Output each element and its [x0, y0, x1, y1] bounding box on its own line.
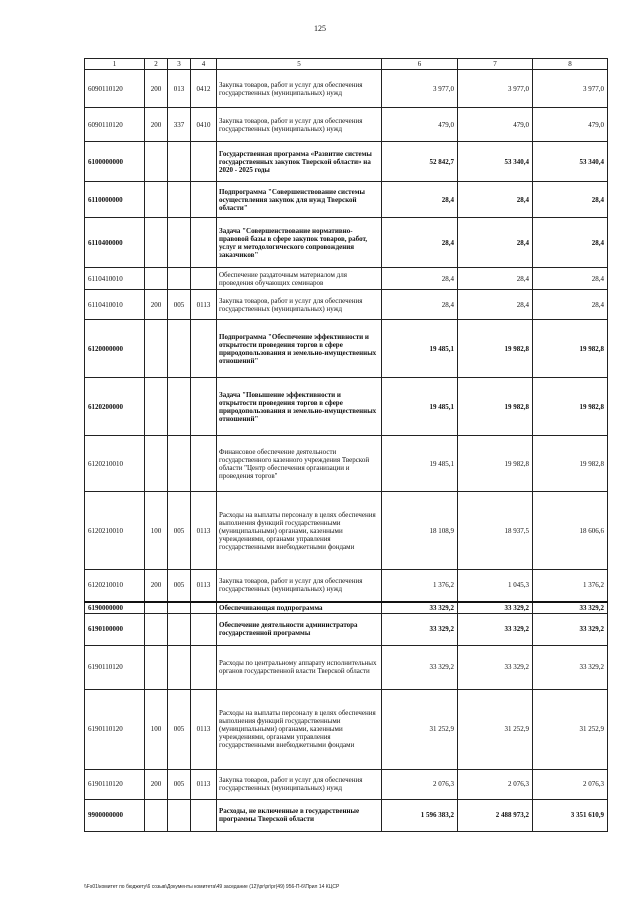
amount-year1-cell: 28,4: [382, 218, 458, 268]
amount-year1-cell: 479,0: [382, 108, 458, 142]
amount-year2-cell: 28,4: [458, 218, 533, 268]
amount-year3-cell: 31 252,9: [533, 689, 608, 769]
amount-year3-cell: 19 982,8: [533, 378, 608, 436]
expense-type-cell: 200: [145, 70, 168, 108]
section-code-cell: [191, 613, 217, 645]
column-header: 6: [382, 59, 458, 70]
amount-year1-cell: 2 076,3: [382, 769, 458, 799]
amount-year2-cell: 28,4: [458, 182, 533, 218]
ministry-code-cell: 005: [168, 689, 191, 769]
item-name-cell: Расходы на выплаты персоналу в целях обеспечения выполнения функций государственными (муниципальными) органами, казенными учреждениями, органами управления государственными внебюджетными фондами: [217, 492, 382, 570]
amount-year1-cell: 19 485,1: [382, 436, 458, 492]
expense-type-cell: [145, 799, 168, 831]
section-code-cell: [191, 268, 217, 290]
item-name-cell: Расходы по центральному аппарату исполнительных органов государственной власти Тверской области: [217, 645, 382, 689]
expense-type-cell: [145, 613, 168, 645]
section-code-cell: [191, 645, 217, 689]
amount-year1-cell: 28,4: [382, 268, 458, 290]
column-header: 2: [145, 59, 168, 70]
expense-type-cell: [145, 142, 168, 182]
ministry-code-cell: 005: [168, 570, 191, 602]
amount-year3-cell: 2 076,3: [533, 769, 608, 799]
item-name-cell: Закупка товаров, работ и услуг для обеспечения государственных (муниципальных) нужд: [217, 108, 382, 142]
expense-type-cell: [145, 378, 168, 436]
section-code-cell: [191, 799, 217, 831]
table-row: [85, 290, 608, 320]
amount-year3-cell: 33 329,2: [533, 613, 608, 645]
classification-code-cell: 6110410010: [85, 290, 145, 320]
column-header: 5: [217, 59, 382, 70]
expense-type-cell: [145, 268, 168, 290]
classification-code-cell: 9900000000: [85, 799, 145, 831]
classification-code-cell: 6120210010: [85, 436, 145, 492]
section-code-cell: 0113: [191, 492, 217, 570]
column-header: 3: [168, 59, 191, 70]
amount-year2-cell: 3 977,0: [458, 70, 533, 108]
expense-type-cell: 200: [145, 769, 168, 799]
amount-year2-cell: 33 329,2: [458, 602, 533, 614]
ministry-code-cell: [168, 436, 191, 492]
amount-year3-cell: 53 340,4: [533, 142, 608, 182]
item-name-cell: Финансовое обеспечение деятельности государственного казенного учреждения Тверской области "Центр обеспечения организации и проведения торгов": [217, 436, 382, 492]
item-name-cell: Подпрограмма "Обеспечение эффективности и открытости проведения торгов в сфере природопользования и земельно-имущественных отношений": [217, 320, 382, 378]
column-header: 7: [458, 59, 533, 70]
amount-year1-cell: 52 842,7: [382, 142, 458, 182]
amount-year1-cell: 18 108,9: [382, 492, 458, 570]
amount-year2-cell: 53 340,4: [458, 142, 533, 182]
table-row: [85, 108, 608, 142]
section-code-cell: 0113: [191, 290, 217, 320]
amount-year2-cell: 1 045,3: [458, 570, 533, 602]
column-header: 1: [85, 59, 145, 70]
classification-code-cell: 6190000000: [85, 602, 145, 614]
amount-year1-cell: 31 252,9: [382, 689, 458, 769]
amount-year3-cell: 19 982,8: [533, 320, 608, 378]
section-code-cell: 0113: [191, 689, 217, 769]
amount-year3-cell: 33 329,2: [533, 602, 608, 614]
classification-code-cell: 6110400000: [85, 218, 145, 268]
amount-year2-cell: 33 329,2: [458, 613, 533, 645]
ministry-code-cell: [168, 799, 191, 831]
amount-year2-cell: 28,4: [458, 268, 533, 290]
table-header-row: [85, 59, 608, 70]
amount-year1-cell: 28,4: [382, 182, 458, 218]
expense-type-cell: [145, 182, 168, 218]
ministry-code-cell: 337: [168, 108, 191, 142]
expense-type-cell: [145, 645, 168, 689]
amount-year3-cell: 3 351 610,9: [533, 799, 608, 831]
amount-year2-cell: 2 076,3: [458, 769, 533, 799]
section-code-cell: 0113: [191, 570, 217, 602]
section-code-cell: 0412: [191, 70, 217, 108]
classification-code-cell: 6190110120: [85, 645, 145, 689]
ministry-code-cell: [168, 218, 191, 268]
classification-code-cell: 6090110120: [85, 108, 145, 142]
section-code-cell: [191, 378, 217, 436]
amount-year3-cell: 28,4: [533, 218, 608, 268]
item-name-cell: Подпрограмма "Совершенствование системы осуществления закупок для нужд Тверской области": [217, 182, 382, 218]
item-name-cell: Расходы, не включенные в государственные программы Тверской области: [217, 799, 382, 831]
amount-year3-cell: 18 606,6: [533, 492, 608, 570]
expense-type-cell: [145, 602, 168, 614]
table-row: [85, 320, 608, 378]
ministry-code-cell: [168, 378, 191, 436]
amount-year2-cell: 28,4: [458, 290, 533, 320]
amount-year2-cell: 18 937,5: [458, 492, 533, 570]
section-code-cell: 0410: [191, 108, 217, 142]
expense-type-cell: 200: [145, 570, 168, 602]
expense-type-cell: [145, 320, 168, 378]
ministry-code-cell: 005: [168, 492, 191, 570]
ministry-code-cell: [168, 268, 191, 290]
table-row: [85, 769, 608, 799]
section-code-cell: [191, 218, 217, 268]
amount-year1-cell: 19 485,1: [382, 320, 458, 378]
table-row: [85, 613, 608, 645]
amount-year2-cell: 2 488 973,2: [458, 799, 533, 831]
table-row: [85, 570, 608, 602]
expense-type-cell: 200: [145, 108, 168, 142]
item-name-cell: Закупка товаров, работ и услуг для обеспечения государственных (муниципальных) нужд: [217, 70, 382, 108]
classification-code-cell: 6120000000: [85, 320, 145, 378]
classification-code-cell: 6190110120: [85, 689, 145, 769]
expense-type-cell: [145, 436, 168, 492]
amount-year2-cell: 31 252,9: [458, 689, 533, 769]
column-header: 8: [533, 59, 608, 70]
amount-year1-cell: 1 376,2: [382, 570, 458, 602]
classification-code-cell: 6190100000: [85, 613, 145, 645]
amount-year3-cell: 1 376,2: [533, 570, 608, 602]
ministry-code-cell: [168, 613, 191, 645]
amount-year1-cell: 33 329,2: [382, 602, 458, 614]
ministry-code-cell: 013: [168, 70, 191, 108]
table-row: [85, 142, 608, 182]
amount-year1-cell: 1 596 383,2: [382, 799, 458, 831]
amount-year2-cell: 19 982,8: [458, 436, 533, 492]
expense-type-cell: 200: [145, 290, 168, 320]
ministry-code-cell: [168, 182, 191, 218]
expense-type-cell: 100: [145, 492, 168, 570]
column-header: 4: [191, 59, 217, 70]
classification-code-cell: 6120210010: [85, 492, 145, 570]
classification-code-cell: 6110000000: [85, 182, 145, 218]
table-row: [85, 689, 608, 769]
table-row: [85, 602, 608, 614]
classification-code-cell: 6120200000: [85, 378, 145, 436]
amount-year3-cell: 33 329,2: [533, 645, 608, 689]
budget-table: [84, 58, 608, 832]
ministry-code-cell: [168, 645, 191, 689]
item-name-cell: Обеспечение деятельности администратора государственной программы: [217, 613, 382, 645]
section-code-cell: [191, 436, 217, 492]
amount-year1-cell: 33 329,2: [382, 613, 458, 645]
item-name-cell: Задача "Повышение эффективности и открытости проведения торгов в сфере природопользования и земельно-имущественных отношений": [217, 378, 382, 436]
ministry-code-cell: 005: [168, 290, 191, 320]
amount-year1-cell: 33 329,2: [382, 645, 458, 689]
table-row: [85, 436, 608, 492]
table-row: [85, 218, 608, 268]
section-code-cell: [191, 602, 217, 614]
amount-year1-cell: 19 485,1: [382, 378, 458, 436]
table-row: [85, 645, 608, 689]
amount-year1-cell: 28,4: [382, 290, 458, 320]
item-name-cell: Закупка товаров, работ и услуг для обеспечения государственных (муниципальных) нужд: [217, 570, 382, 602]
file-path-footer: \\Fs01\комитет по бюджету\6 созыв\Документы комитета\49 заседание (12)\pr\pr\pr(49) 956-П-6\Прил 14 КЦСР: [84, 884, 340, 890]
classification-code-cell: 6110410010: [85, 268, 145, 290]
amount-year2-cell: 19 982,8: [458, 320, 533, 378]
table-row: [85, 70, 608, 108]
item-name-cell: Расходы на выплаты персоналу в целях обеспечения выполнения функций государственными (муниципальными) органами, казенными учреждениями, органами управления государственными внебюджетными фондами: [217, 689, 382, 769]
ministry-code-cell: [168, 320, 191, 378]
item-name-cell: Закупка товаров, работ и услуг для обеспечения государственных (муниципальных) нужд: [217, 290, 382, 320]
item-name-cell: Закупка товаров, работ и услуг для обеспечения государственных (муниципальных) нужд: [217, 769, 382, 799]
section-code-cell: [191, 320, 217, 378]
table-row: [85, 378, 608, 436]
page-number: 125: [314, 24, 326, 33]
item-name-cell: Государственная программа «Развитие системы государственных закупок Тверской области» на 2020 - 2025 годы: [217, 142, 382, 182]
section-code-cell: [191, 142, 217, 182]
table-row: [85, 799, 608, 831]
amount-year2-cell: 19 982,8: [458, 378, 533, 436]
table-row: [85, 268, 608, 290]
amount-year3-cell: 19 982,8: [533, 436, 608, 492]
item-name-cell: Обеспечивающая подпрограмма: [217, 602, 382, 614]
table-row: [85, 492, 608, 570]
ministry-code-cell: 005: [168, 769, 191, 799]
amount-year3-cell: 479,0: [533, 108, 608, 142]
expense-type-cell: [145, 218, 168, 268]
table-row: [85, 182, 608, 218]
amount-year2-cell: 33 329,2: [458, 645, 533, 689]
amount-year2-cell: 479,0: [458, 108, 533, 142]
amount-year3-cell: 28,4: [533, 268, 608, 290]
classification-code-cell: 6120210010: [85, 570, 145, 602]
section-code-cell: [191, 182, 217, 218]
classification-code-cell: 6190110120: [85, 769, 145, 799]
amount-year3-cell: 28,4: [533, 290, 608, 320]
classification-code-cell: 6100000000: [85, 142, 145, 182]
amount-year1-cell: 3 977,0: [382, 70, 458, 108]
ministry-code-cell: [168, 602, 191, 614]
amount-year3-cell: 28,4: [533, 182, 608, 218]
amount-year3-cell: 3 977,0: [533, 70, 608, 108]
item-name-cell: Обеспечение раздаточным материалом для проведения обучающих семинаров: [217, 268, 382, 290]
section-code-cell: 0113: [191, 769, 217, 799]
classification-code-cell: 6090110120: [85, 70, 145, 108]
ministry-code-cell: [168, 142, 191, 182]
expense-type-cell: 100: [145, 689, 168, 769]
item-name-cell: Задача "Совершенствование нормативно-правовой базы в сфере закупок товаров, работ, услуг и методологического сопровождения заказчиков": [217, 218, 382, 268]
